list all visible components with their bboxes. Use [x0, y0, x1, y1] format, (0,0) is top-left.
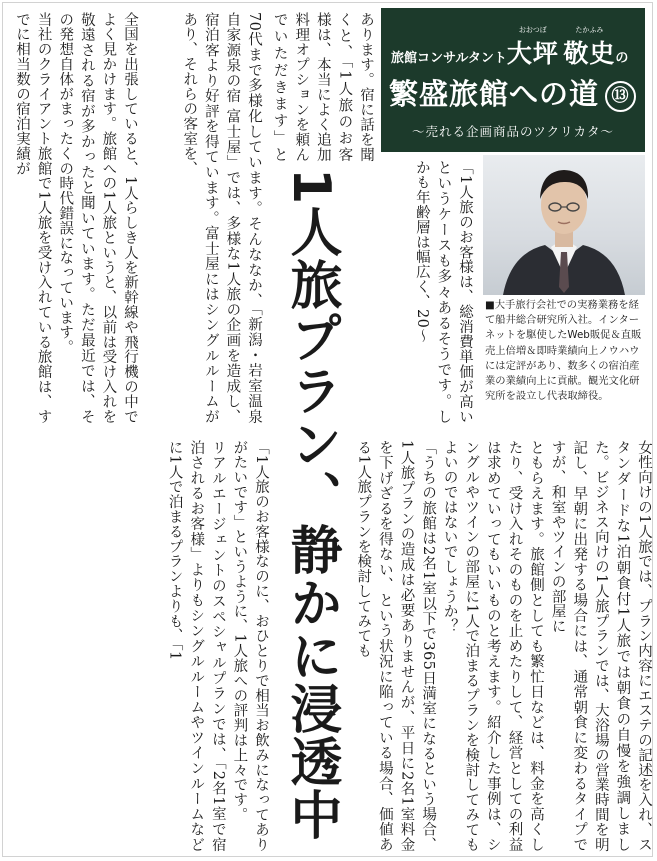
headline: 1人旅プラン、静かに浸透中: [281, 168, 341, 842]
author-suffix: の: [615, 51, 629, 66]
paragraph: 「うちの旅館は2名1室以下で365日満室になるという場合、1人旅プランの造成は必要ありませんが、平日に2名1室料金を下げざるを得ない、という状況に陥っている場合、価値ある1人旅プランを検討してみても: [355, 440, 437, 852]
article-column: [6, 440, 271, 852]
series-number: ⑬: [605, 81, 636, 112]
article-column: [268, 12, 376, 162]
paragraph: あります。宿に話を聞くと、「1人旅のお客様は、本当によく追加料理オプションを頼んでいただきます」と: [271, 12, 374, 162]
author-prefix: 旅館コンサルタント: [391, 51, 507, 66]
paragraph: 「1人旅のお客様は、総消費単価が高いというケースも多々あるそうです。しかも年齢層は幅広く、20～: [413, 160, 473, 424]
author-given-ruby: たかふみ: [575, 26, 604, 34]
series-title: 繁盛旅館への道: [389, 77, 600, 111]
author-family-name: 大坪: [506, 39, 559, 68]
author-given-name: 敬史: [563, 39, 616, 68]
paragraph: ともらえます。旅館側としても繁忙日などは、料金を高くしたり、受け入れそのものを止めたりして、経営としての利益は求めていってもいいものと考えます。紹介した事例は、シングルやツインの部屋に1人で泊まるプランを検討してみてもよいのではないでしょうか？: [441, 440, 545, 852]
article-column: [355, 160, 475, 424]
paragraph: 全国を出張していると、1人らしき人を新幹線や飛行機の中でよく見かけます。旅館への1人旅というと、以前は受け入れを敬遠される宿が多かったと聞いています。ただ最近では、その発想自体がまったくの時代錯誤になっています。: [57, 12, 138, 424]
author-profile-caption: ■大手旅行会社での実務業務を経て船井総合研究所入社。インターネットを駆使したWeb販促＆直販売上倍増＆即時業績向上ノウハウには定評があり、数多くの宿泊産業の業績向上に貢献。観光文化研究所を設立し代表取締役。: [485, 299, 642, 403]
paragraph: 女性向けの1人旅では、プラン内容にエステの記述を入れ、スタンダードな1泊朝食付1人旅では朝食の自慢を強調しました。ビジネス向けの1人旅プランでは、大浴場の営業時間を明記し、早朝に出発する場合には、通常朝食に変わるタイプですが、和室やツインの部屋に: [549, 440, 652, 852]
author-family-ruby: おおつぼ: [518, 26, 547, 34]
article-column: [146, 12, 264, 424]
author-photo: [483, 155, 645, 295]
paragraph: 70代まで多様化しています。そんななか、「新潟・岩室温泉 自家源泉の宿 富士屋」では、多様な1人旅の企画を造成し、宿泊客より好評を得ています。富士屋にはシングルルームがあり、それらの客室を、: [181, 12, 262, 424]
series-header: [381, 8, 645, 152]
paragraph: 「1人旅のお客様なのに、おひとりで相当お飲みになってありがたいです」というように、1人旅への評判は上々です。: [231, 440, 269, 852]
series-title-line: [389, 72, 639, 113]
article-column: [6, 12, 140, 424]
author-line: [391, 26, 641, 70]
article-column: [342, 440, 654, 852]
series-subtitle: 〜売れる企画商品のツクリカタ〜: [411, 124, 614, 139]
paragraph: 当社のクライアント旅館で1人旅を受け入れている旅館は、すでに相当数の宿泊実績が: [14, 12, 52, 424]
paragraph: リアルエージェントのスペシャルプランでは、「2名1室で宿泊されるお客様」よりもシングルルームやツインルームなどに1人で泊まるプランよりも、「1: [166, 440, 226, 852]
